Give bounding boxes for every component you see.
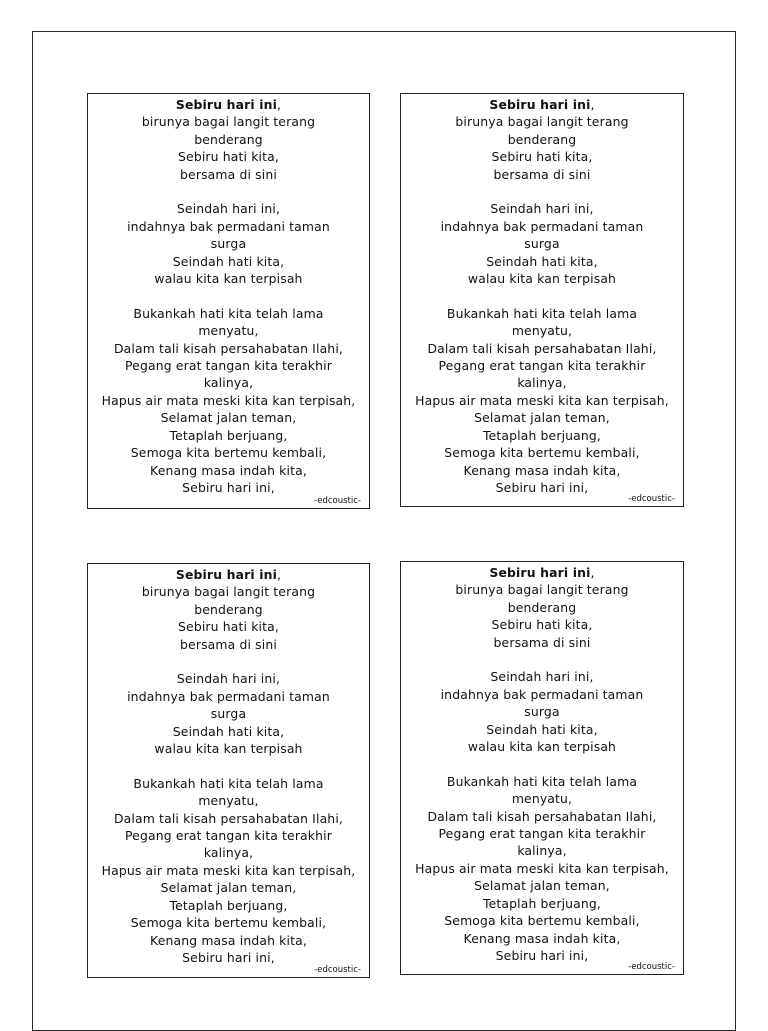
lyric-line: benderang: [194, 131, 263, 147]
lyric-line: Hapus air mata meski kita kan terpisah,: [415, 392, 669, 408]
lyric-line: surga: [524, 236, 560, 252]
lyric-line: benderang: [507, 599, 577, 615]
lyric-line: Semoga kita bertemu kembali,: [444, 445, 640, 461]
stanza-gap: [88, 287, 369, 304]
lyrics-block: [88, 96, 369, 496]
lyric-line: birunya bagai langit terang: [141, 584, 316, 600]
lyric-line: Selamat jalan teman,: [474, 410, 610, 426]
lyric-line: Dalam tali kisah persahabatan Ilahi,: [113, 810, 343, 826]
lyric-line: Selamat jalan teman,: [474, 878, 610, 894]
lyric-line: Hapus air mata meski kita kan terpisah,: [101, 392, 356, 408]
title-line: Sebiru hari ini,: [175, 97, 282, 112]
lyric-line: menyatu,: [511, 323, 573, 339]
lyric-line: Bukankah hati kita telah lama: [133, 305, 324, 321]
lyric-line: kalinya,: [517, 375, 567, 391]
lyric-line: Pegang erat tangan kita terakhir: [438, 358, 646, 374]
lyric-line: Semoga kita bertemu kembali,: [444, 913, 640, 929]
lyric-line: Bukankah hati kita telah lama: [446, 305, 638, 321]
lyric-line: Sebiru hati kita,: [491, 149, 593, 165]
lyric-line: birunya bagai langit terang: [455, 114, 629, 130]
stanza-gap: [401, 651, 683, 668]
lyric-line: bersama di sini: [180, 636, 277, 652]
lyric-line: benderang: [507, 131, 577, 147]
lyric-line: walau kita kan terpisah: [467, 271, 617, 287]
song-title: Sebiru hari ini: [489, 97, 591, 112]
lyric-line: Seindah hari ini,: [490, 669, 594, 685]
lyric-line: menyatu,: [198, 793, 259, 809]
lyric-line: Kenang masa indah kita,: [150, 462, 307, 478]
song-title: Sebiru hari ini: [175, 97, 277, 112]
lyric-line: Seindah hati kita,: [172, 723, 285, 739]
lyric-card: [400, 93, 684, 507]
lyric-line: surga: [210, 236, 247, 252]
lyric-line: Sebiru hari ini,: [495, 947, 589, 963]
lyric-line: Hapus air mata meski kita kan terpisah,: [101, 862, 356, 878]
lyric-line: Tetaplah berjuang,: [169, 897, 288, 913]
lyric-line: walau kita kan terpisah: [154, 741, 303, 757]
lyric-line: indahnya bak permadani taman: [440, 218, 644, 234]
lyric-line: Semoga kita bertemu kembali,: [130, 445, 327, 461]
lyric-line: Seindah hati kita,: [172, 253, 285, 269]
credit-label: -edcoustic-: [314, 496, 361, 506]
lyric-line: indahnya bak permadani taman: [127, 688, 330, 704]
lyric-line: Sebiru hari ini,: [495, 479, 589, 495]
lyrics-block: [401, 564, 683, 964]
lyric-line: walau kita kan terpisah: [467, 739, 617, 755]
lyric-line: Selamat jalan teman,: [160, 410, 297, 426]
lyric-line: Tetaplah berjuang,: [482, 895, 602, 911]
lyric-line: Bukankah hati kita telah lama: [133, 775, 324, 791]
lyric-line: Tetaplah berjuang,: [482, 427, 602, 443]
lyric-line: bersama di sini: [493, 166, 591, 182]
lyric-line: surga: [210, 706, 247, 722]
lyric-line: Pegang erat tangan kita terakhir: [125, 358, 332, 374]
title-line: Sebiru hari ini,: [175, 567, 282, 582]
lyric-line: indahnya bak permadani taman: [440, 686, 644, 702]
lyric-line: menyatu,: [198, 323, 259, 339]
lyrics-block: [401, 96, 683, 496]
lyric-line: bersama di sini: [180, 166, 277, 182]
lyric-line: Kenang masa indah kita,: [463, 930, 621, 946]
lyric-line: Pegang erat tangan kita terakhir: [438, 826, 646, 842]
song-title: Sebiru hari ini: [489, 565, 591, 580]
lyric-line: kalinya,: [517, 843, 567, 859]
lyric-line: Sebiru hati kita,: [178, 149, 279, 165]
lyric-line: Dalam tali kisah persahabatan Ilahi,: [427, 340, 657, 356]
lyric-line: Sebiru hari ini,: [182, 479, 275, 495]
lyric-line: Dalam tali kisah persahabatan Ilahi,: [427, 808, 657, 824]
lyric-card: [87, 93, 370, 509]
stanza-gap: [88, 653, 369, 670]
lyric-line: bersama di sini: [493, 634, 591, 650]
lyric-line: surga: [524, 704, 560, 720]
credit-label: -edcoustic-: [314, 965, 361, 975]
lyric-line: Tetaplah berjuang,: [169, 427, 288, 443]
lyric-line: Kenang masa indah kita,: [150, 932, 307, 948]
lyric-line: Seindah hari ini,: [490, 201, 594, 217]
lyric-line: kalinya,: [203, 845, 254, 861]
lyric-line: Kenang masa indah kita,: [463, 462, 621, 478]
stanza-gap: [401, 183, 683, 200]
credit-label: -edcoustic-: [628, 962, 675, 972]
lyric-line: Pegang erat tangan kita terakhir: [125, 828, 332, 844]
stanza-gap: [88, 183, 369, 200]
stanza-gap: [401, 755, 683, 772]
stanza-gap: [401, 287, 683, 304]
lyric-card: [87, 563, 370, 978]
lyric-line: Sebiru hari ini,: [182, 949, 275, 965]
lyric-line: Sebiru hati kita,: [178, 619, 279, 635]
lyric-line: birunya bagai langit terang: [141, 114, 316, 130]
lyric-line: indahnya bak permadani taman: [127, 218, 330, 234]
lyric-line: Semoga kita bertemu kembali,: [130, 915, 327, 931]
lyrics-block: [88, 566, 369, 966]
lyric-line: menyatu,: [511, 791, 573, 807]
stanza-gap: [88, 757, 369, 774]
lyric-line: Seindah hati kita,: [486, 253, 598, 269]
lyric-line: Bukankah hati kita telah lama: [446, 773, 638, 789]
lyric-line: walau kita kan terpisah: [154, 271, 303, 287]
lyric-line: benderang: [194, 601, 263, 617]
credit-label: -edcoustic-: [628, 494, 675, 504]
lyric-line: birunya bagai langit terang: [455, 582, 629, 598]
lyric-line: Dalam tali kisah persahabatan Ilahi,: [113, 340, 343, 356]
lyric-line: kalinya,: [203, 375, 254, 391]
lyric-line: Seindah hari ini,: [176, 671, 281, 687]
song-title: Sebiru hari ini: [175, 567, 277, 582]
title-line: Sebiru hari ini,: [489, 97, 595, 112]
title-line: Sebiru hari ini,: [489, 565, 595, 580]
lyric-card: [400, 561, 684, 975]
lyric-line: Selamat jalan teman,: [160, 880, 297, 896]
lyric-line: Seindah hari ini,: [176, 201, 281, 217]
lyric-line: Sebiru hati kita,: [491, 617, 593, 633]
lyric-line: Hapus air mata meski kita kan terpisah,: [415, 860, 669, 876]
lyric-line: Seindah hati kita,: [486, 721, 598, 737]
